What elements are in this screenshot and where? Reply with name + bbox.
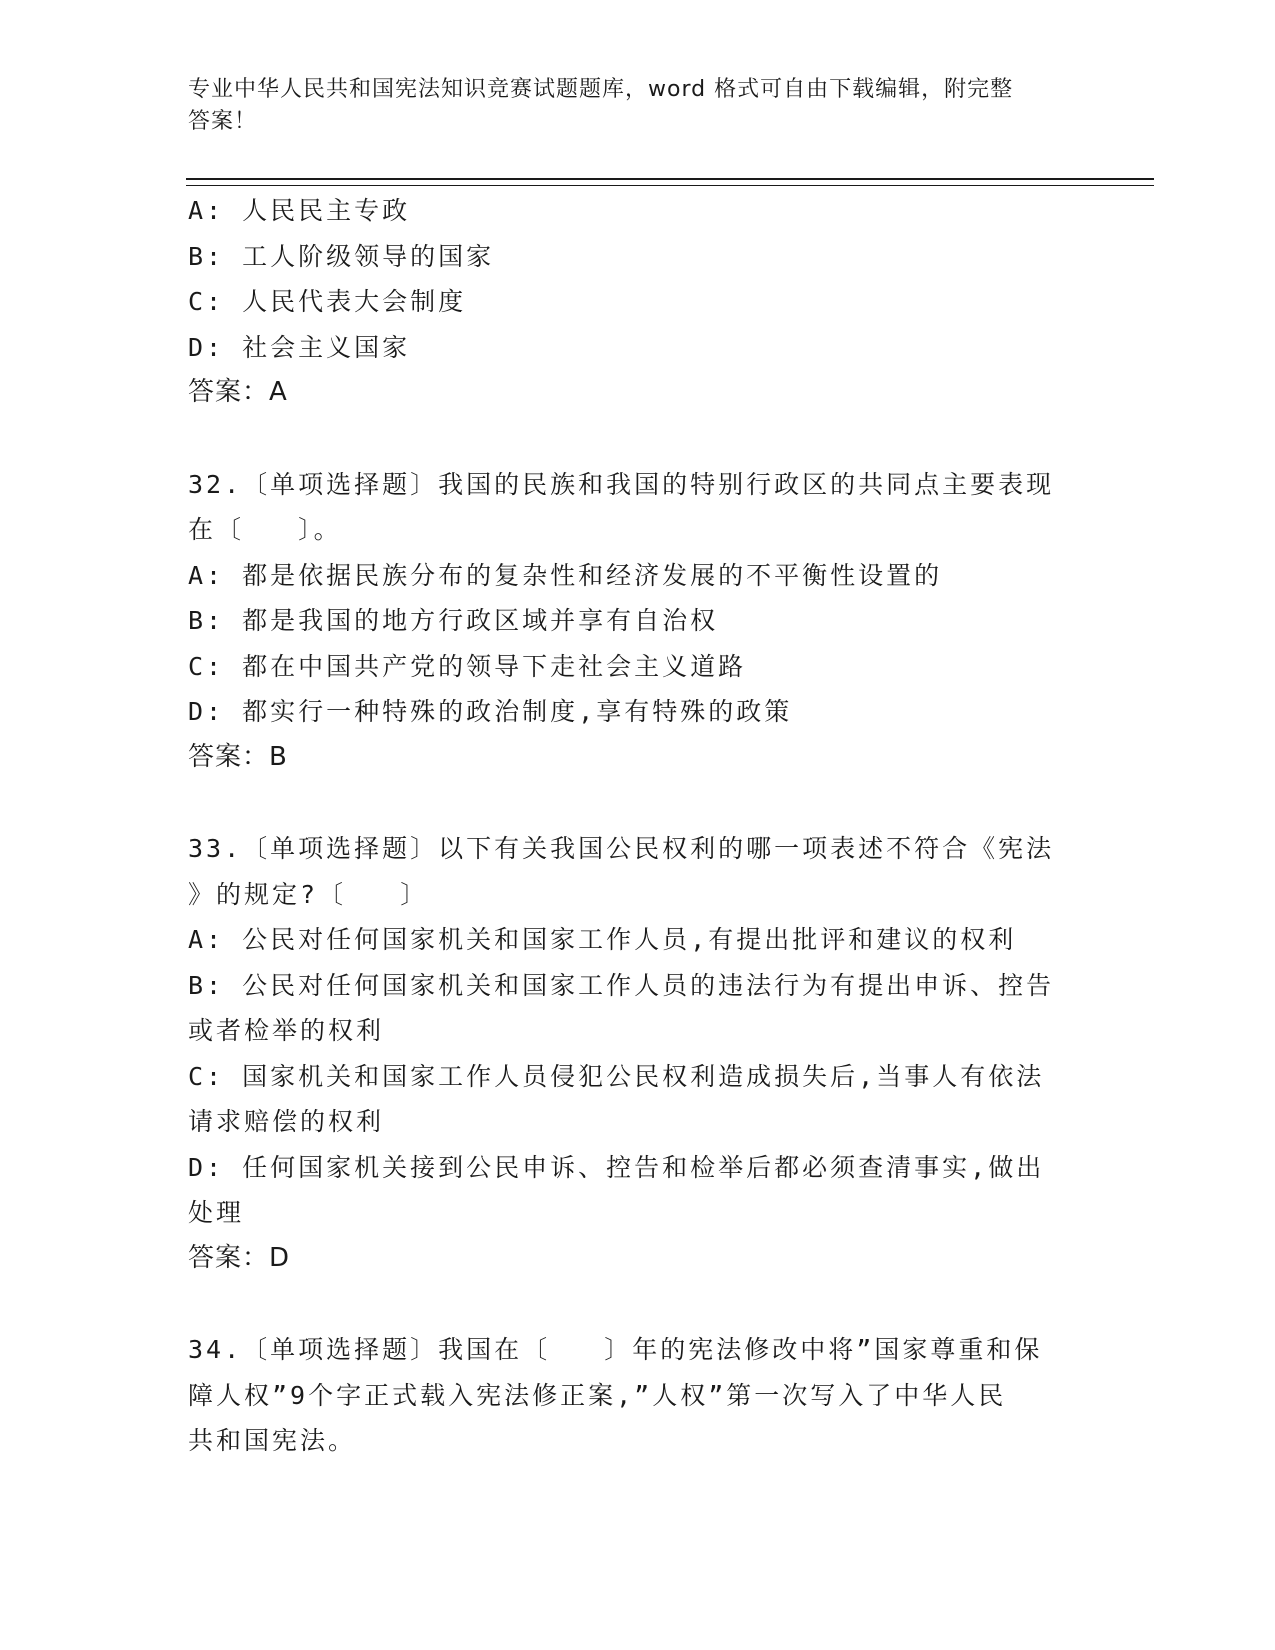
option-c: C: 人民代表大会制度 bbox=[188, 287, 467, 316]
spacer bbox=[188, 1281, 1068, 1327]
answer: 答案：B bbox=[188, 741, 288, 772]
option-b: B: 公民对任何国家机关和国家工作人员的违法行为有提出申诉、控告 bbox=[188, 970, 1055, 1000]
question-stem: 34.〔单项选择题〕我国在〔 〕年的宪法修改中将”国家尊重和保 bbox=[188, 1335, 1043, 1364]
spacer bbox=[188, 780, 1068, 826]
option-b: B: 工人阶级领导的国家 bbox=[188, 241, 495, 271]
question-stem-continued: 共和国宪法。 bbox=[188, 1426, 357, 1455]
header-line-2: 答案！ bbox=[188, 109, 258, 134]
option-d: D: 社会主义国家 bbox=[188, 332, 411, 362]
question-32 bbox=[188, 462, 1068, 781]
question-stem: 32.〔单项选择题〕我国的民族和我国的特别行政区的共同点主要表现 bbox=[188, 469, 1055, 499]
option-a: A: 公民对任何国家机关和国家工作人员,有提出批评和建议的权利 bbox=[188, 925, 1017, 954]
answer: 答案：D bbox=[188, 1242, 291, 1273]
option-a: A: 人民民主专政 bbox=[188, 196, 411, 225]
option-c: C: 国家机关和国家工作人员侵犯公民权利造成损失后,当事人有依法 bbox=[188, 1061, 1045, 1091]
option-c-continued: 请求赔偿的权利 bbox=[188, 1107, 385, 1136]
option-d: D: 任何国家机关接到公民申诉、控告和检举后都必须查清事实,做出 bbox=[188, 1152, 1045, 1182]
option-a: A: 都是依据民族分布的复杂性和经济发展的不平衡性设置的 bbox=[188, 560, 943, 590]
document-body bbox=[188, 188, 1068, 1464]
question-33 bbox=[188, 826, 1068, 1281]
question-stem-continued: 障人权”9个字正式载入宪法修正案,”人权”第一次写入了中华人民 bbox=[188, 1380, 1007, 1410]
option-c: C: 都在中国共产党的领导下走社会主义道路 bbox=[188, 651, 747, 681]
answer: 答案：A bbox=[188, 377, 288, 407]
spacer bbox=[188, 416, 1068, 462]
option-b-continued: 或者检举的权利 bbox=[188, 1016, 385, 1045]
question-stem-continued: 在〔 〕。 bbox=[188, 515, 342, 544]
option-b: B: 都是我国的地方行政区域并享有自治权 bbox=[188, 606, 719, 635]
header-line-1: 专业中华人民共和国宪法知识竞赛试题题库，word 格式可自由下载编辑，附完整 bbox=[188, 77, 1014, 102]
option-d: D: 都实行一种特殊的政治制度,享有特殊的政策 bbox=[188, 697, 793, 726]
option-d-continued: 处理 bbox=[188, 1198, 245, 1227]
question-31 bbox=[188, 188, 1068, 416]
question-stem-continued: 》的规定?〔 〕 bbox=[188, 879, 429, 909]
question-34 bbox=[188, 1327, 1068, 1464]
header-divider bbox=[186, 178, 1154, 186]
document-header bbox=[188, 74, 1068, 138]
question-stem: 33.〔单项选择题〕以下有关我国公民权利的哪一项表述不符合《宪法 bbox=[188, 834, 1055, 863]
